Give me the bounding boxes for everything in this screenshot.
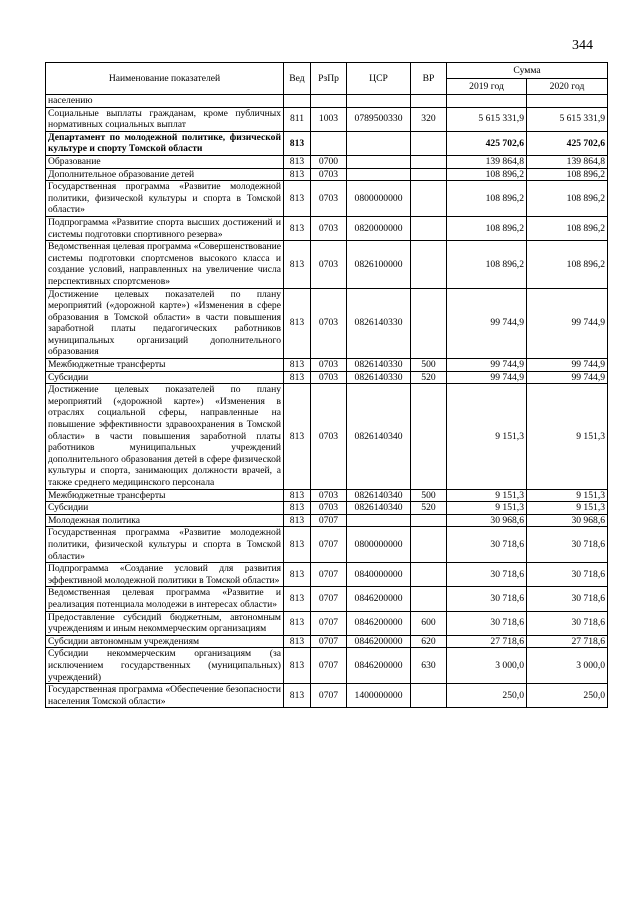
row-ved: 813 xyxy=(284,527,311,563)
table-row xyxy=(46,489,608,502)
row-sum-2020: 9 151,3 xyxy=(527,489,608,502)
row-vr xyxy=(411,216,447,240)
row-rzpr: 0703 xyxy=(311,489,347,502)
row-csr xyxy=(347,155,411,168)
header-name: Наименование показателей xyxy=(46,63,284,95)
table-row xyxy=(46,359,608,372)
row-name: Ведомственная целевая программа «Совершенствование системы подготовки спортсменов высокого класса и создание условий, направленных на увеличение числа перспективных спортсменов» xyxy=(46,241,284,288)
row-ved xyxy=(284,95,311,108)
row-ved: 813 xyxy=(284,514,311,527)
row-sum-2019: 139 864,8 xyxy=(447,155,527,168)
row-name: Дополнительное образование детей xyxy=(46,168,284,181)
row-csr: 0826140340 xyxy=(347,502,411,515)
row-sum-2019: 30 718,6 xyxy=(447,587,527,611)
row-sum-2020: 108 896,2 xyxy=(527,241,608,288)
row-name: Субсидии некоммерческим организациям (за исключением государственных (муниципальных) учреждений) xyxy=(46,648,284,684)
row-csr: 0820000000 xyxy=(347,216,411,240)
table-row xyxy=(46,216,608,240)
header-csr: ЦСР xyxy=(347,63,411,95)
header-2019: 2019 год xyxy=(447,79,527,95)
table-row xyxy=(46,384,608,489)
row-rzpr: 0707 xyxy=(311,611,347,635)
row-sum-2019: 30 718,6 xyxy=(447,527,527,563)
row-name: Достижение целевых показателей по плану мероприятий («дорожной карте») «Изменения в отраслях социальной сферы, направленные на повышение эффективности здравоохранения в Томской области» в части повышения заработной платы работников муниципальных учреждений дополнительного образования детей в сфере физической культуры и спорта, занимающих должности врачей, а также среднего медицинского персонала xyxy=(46,384,284,489)
row-csr: 0789500330 xyxy=(347,107,411,131)
row-sum-2019: 27 718,6 xyxy=(447,635,527,648)
row-ved: 813 xyxy=(284,131,311,155)
row-name: Субсидии xyxy=(46,502,284,515)
row-sum-2019: 30 718,6 xyxy=(447,611,527,635)
row-csr: 0826140330 xyxy=(347,371,411,384)
row-csr: 0826140340 xyxy=(347,384,411,489)
row-ved: 813 xyxy=(284,359,311,372)
row-name: Предоставление субсидий бюджетным, автономным учреждениям и иным некоммерческим организациям xyxy=(46,611,284,635)
row-vr xyxy=(411,155,447,168)
row-sum-2020: 30 718,6 xyxy=(527,611,608,635)
row-ved: 813 xyxy=(284,635,311,648)
table-row xyxy=(46,241,608,288)
row-rzpr: 0703 xyxy=(311,181,347,217)
row-ved: 813 xyxy=(284,502,311,515)
table-row xyxy=(46,635,608,648)
row-ved: 813 xyxy=(284,684,311,708)
row-rzpr: 0707 xyxy=(311,635,347,648)
row-csr: 0826100000 xyxy=(347,241,411,288)
row-name: Достижение целевых показателей по плану мероприятий («дорожной карте») «Изменения в сфере образования в Томской области» в части повышения заработной платы педагогических работников муниципальных организаций дополнительного образования xyxy=(46,288,284,359)
row-vr xyxy=(411,181,447,217)
row-ved: 813 xyxy=(284,489,311,502)
row-vr xyxy=(411,684,447,708)
row-vr xyxy=(411,527,447,563)
row-vr xyxy=(411,131,447,155)
row-name: Государственная программа «Развитие молодежной политики, физической культуры и спорта в Томской области» xyxy=(46,181,284,217)
row-rzpr: 0703 xyxy=(311,241,347,288)
row-vr xyxy=(411,168,447,181)
row-rzpr: 0707 xyxy=(311,587,347,611)
row-sum-2020: 30 718,6 xyxy=(527,527,608,563)
row-csr xyxy=(347,514,411,527)
row-sum-2020: 30 718,6 xyxy=(527,563,608,587)
row-rzpr: 0707 xyxy=(311,527,347,563)
row-vr: 630 xyxy=(411,648,447,684)
row-vr xyxy=(411,514,447,527)
row-sum-2019: 99 744,9 xyxy=(447,371,527,384)
row-vr xyxy=(411,95,447,108)
row-csr: 0846200000 xyxy=(347,635,411,648)
table-row xyxy=(46,181,608,217)
table-row xyxy=(46,563,608,587)
row-vr xyxy=(411,241,447,288)
row-sum-2019: 108 896,2 xyxy=(447,181,527,217)
row-csr xyxy=(347,168,411,181)
table-row xyxy=(46,168,608,181)
row-name: Государственная программа «Развитие молодежной политики, физической культуры и спорта в Томской области» xyxy=(46,527,284,563)
row-rzpr: 0707 xyxy=(311,684,347,708)
row-name: Подпрограмма «Создание условий для развития эффективной молодежной политики в Томской области» xyxy=(46,563,284,587)
row-name: Межбюджетные трансферты xyxy=(46,489,284,502)
row-ved: 813 xyxy=(284,587,311,611)
row-ved: 811 xyxy=(284,107,311,131)
row-sum-2019: 30 968,6 xyxy=(447,514,527,527)
row-sum-2019 xyxy=(447,95,527,108)
row-sum-2019: 108 896,2 xyxy=(447,241,527,288)
table-row xyxy=(46,155,608,168)
header-vr: ВР xyxy=(411,63,447,95)
row-name: Подпрограмма «Развитие спорта высших достижений и системы подготовки спортивного резерва» xyxy=(46,216,284,240)
table-row xyxy=(46,288,608,359)
row-sum-2020 xyxy=(527,95,608,108)
row-sum-2020: 108 896,2 xyxy=(527,168,608,181)
row-sum-2020: 27 718,6 xyxy=(527,635,608,648)
row-vr: 620 xyxy=(411,635,447,648)
row-sum-2020: 3 000,0 xyxy=(527,648,608,684)
row-vr: 320 xyxy=(411,107,447,131)
row-name: Субсидии xyxy=(46,371,284,384)
table-row xyxy=(46,587,608,611)
row-vr: 520 xyxy=(411,371,447,384)
header-sum: Сумма xyxy=(447,63,608,79)
row-vr xyxy=(411,288,447,359)
row-vr xyxy=(411,384,447,489)
row-ved: 813 xyxy=(284,216,311,240)
row-ved: 813 xyxy=(284,648,311,684)
row-ved: 813 xyxy=(284,241,311,288)
row-name: Образование xyxy=(46,155,284,168)
row-sum-2019: 9 151,3 xyxy=(447,502,527,515)
row-sum-2020: 99 744,9 xyxy=(527,359,608,372)
row-rzpr: 0703 xyxy=(311,502,347,515)
table-row xyxy=(46,131,608,155)
row-sum-2020: 99 744,9 xyxy=(527,371,608,384)
row-sum-2019: 3 000,0 xyxy=(447,648,527,684)
budget-table xyxy=(45,62,608,708)
row-vr: 500 xyxy=(411,489,447,502)
row-sum-2020: 9 151,3 xyxy=(527,384,608,489)
table-row xyxy=(46,514,608,527)
row-sum-2019: 99 744,9 xyxy=(447,288,527,359)
row-ved: 813 xyxy=(284,181,311,217)
table-row xyxy=(46,648,608,684)
row-rzpr: 0707 xyxy=(311,514,347,527)
row-sum-2019: 30 718,6 xyxy=(447,563,527,587)
page-number: 344 xyxy=(572,38,593,53)
row-rzpr: 0703 xyxy=(311,288,347,359)
row-csr: 0826140330 xyxy=(347,359,411,372)
row-csr: 1400000000 xyxy=(347,684,411,708)
row-vr: 500 xyxy=(411,359,447,372)
row-name: Молодежная политика xyxy=(46,514,284,527)
header-rzpr: РзПр xyxy=(311,63,347,95)
row-sum-2020: 30 718,6 xyxy=(527,587,608,611)
row-sum-2019: 99 744,9 xyxy=(447,359,527,372)
row-sum-2020: 108 896,2 xyxy=(527,181,608,217)
row-vr: 600 xyxy=(411,611,447,635)
row-ved: 813 xyxy=(284,371,311,384)
row-name: Департамент по молодежной политике, физической культуре и спорту Томской области xyxy=(46,131,284,155)
row-vr xyxy=(411,563,447,587)
row-csr: 0846200000 xyxy=(347,611,411,635)
row-ved: 813 xyxy=(284,288,311,359)
row-sum-2019: 108 896,2 xyxy=(447,168,527,181)
row-name: Государственная программа «Обеспечение безопасности населения Томской области» xyxy=(46,684,284,708)
table-row xyxy=(46,527,608,563)
row-sum-2020: 30 968,6 xyxy=(527,514,608,527)
row-sum-2019: 9 151,3 xyxy=(447,384,527,489)
row-sum-2020: 9 151,3 xyxy=(527,502,608,515)
row-csr: 0800000000 xyxy=(347,527,411,563)
row-sum-2019: 250,0 xyxy=(447,684,527,708)
row-rzpr: 0703 xyxy=(311,371,347,384)
row-csr: 0846200000 xyxy=(347,648,411,684)
row-ved: 813 xyxy=(284,611,311,635)
row-rzpr: 0703 xyxy=(311,216,347,240)
row-rzpr xyxy=(311,131,347,155)
row-name: Межбюджетные трансферты xyxy=(46,359,284,372)
row-ved: 813 xyxy=(284,384,311,489)
row-name: населению xyxy=(46,95,284,108)
row-name: Ведомственная целевая программа «Развитие и реализация потенциала молодежи в интересах области» xyxy=(46,587,284,611)
table-row xyxy=(46,371,608,384)
table-row xyxy=(46,107,608,131)
header-2020: 2020 год xyxy=(527,79,608,95)
row-rzpr: 0707 xyxy=(311,648,347,684)
row-rzpr: 0700 xyxy=(311,155,347,168)
row-sum-2020: 108 896,2 xyxy=(527,216,608,240)
row-csr: 0800000000 xyxy=(347,181,411,217)
row-sum-2019: 5 615 331,9 xyxy=(447,107,527,131)
table-row xyxy=(46,611,608,635)
row-csr: 0846200000 xyxy=(347,587,411,611)
row-csr: 0840000000 xyxy=(347,563,411,587)
row-name: Социальные выплаты гражданам, кроме публичных нормативных социальных выплат xyxy=(46,107,284,131)
row-vr xyxy=(411,587,447,611)
row-sum-2019: 425 702,6 xyxy=(447,131,527,155)
row-csr xyxy=(347,131,411,155)
table-row xyxy=(46,502,608,515)
row-sum-2020: 5 615 331,9 xyxy=(527,107,608,131)
row-rzpr: 0703 xyxy=(311,359,347,372)
row-name: Субсидии автономным учреждениям xyxy=(46,635,284,648)
row-sum-2019: 9 151,3 xyxy=(447,489,527,502)
row-ved: 813 xyxy=(284,168,311,181)
row-rzpr: 0703 xyxy=(311,384,347,489)
row-rzpr xyxy=(311,95,347,108)
row-rzpr: 1003 xyxy=(311,107,347,131)
row-sum-2019: 108 896,2 xyxy=(447,216,527,240)
header-ved: Вед xyxy=(284,63,311,95)
row-csr: 0826140340 xyxy=(347,489,411,502)
row-sum-2020: 425 702,6 xyxy=(527,131,608,155)
row-vr: 520 xyxy=(411,502,447,515)
row-sum-2020: 99 744,9 xyxy=(527,288,608,359)
table-row xyxy=(46,684,608,708)
row-sum-2020: 139 864,8 xyxy=(527,155,608,168)
table-row xyxy=(46,95,608,108)
row-rzpr: 0703 xyxy=(311,168,347,181)
row-ved: 813 xyxy=(284,155,311,168)
row-sum-2020: 250,0 xyxy=(527,684,608,708)
row-ved: 813 xyxy=(284,563,311,587)
row-csr: 0826140330 xyxy=(347,288,411,359)
row-rzpr: 0707 xyxy=(311,563,347,587)
row-csr xyxy=(347,95,411,108)
